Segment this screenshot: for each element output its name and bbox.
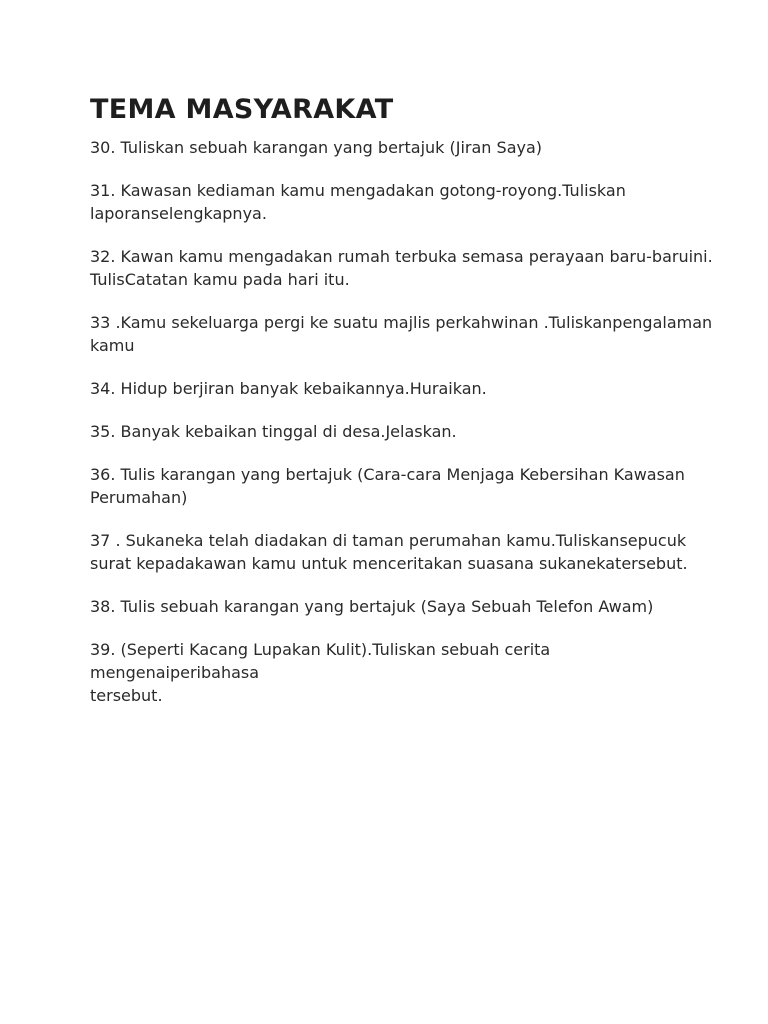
essay-question-36: 36. Tulis karangan yang bertajuk (Cara-cara Menjaga Kebersihan Kawasan Perumahan) bbox=[90, 465, 685, 507]
essay-question-33: 33 .Kamu sekeluarga pergi ke suatu majlis perkahwinan .Tuliskanpengalaman kamu bbox=[90, 313, 713, 355]
essay-question-31: 31. Kawasan kediaman kamu mengadakan gotong-royong.Tuliskan laporanselengkapnya. bbox=[90, 181, 626, 223]
essay-question-32: 32. Kawan kamu mengadakan rumah terbuka semasa perayaan baru-baruini. TulisCatatan kamu pada hari itu. bbox=[90, 247, 713, 289]
document-title: TEMA MASYARAKAT bbox=[90, 94, 394, 125]
essay-question-39: 39. (Seperti Kacang Lupakan Kulit).Tuliskan sebuah cerita mengenaiperibahasa tersebut. bbox=[90, 640, 551, 705]
essay-question-35: 35. Banyak kebaikan tinggal di desa.Jelaskan. bbox=[90, 422, 457, 441]
essay-question-34: 34. Hidup berjiran banyak kebaikannya.Huraikan. bbox=[90, 379, 487, 398]
essay-question-30: 30. Tuliskan sebuah karangan yang bertajuk (Jiran Saya) bbox=[90, 138, 543, 157]
document-body bbox=[90, 92, 720, 727]
essay-question-37: 37 . Sukaneka telah diadakan di taman perumahan kamu.Tuliskansepucuk surat kepadakawan kamu untuk menceritakan suasana sukanekatersebut. bbox=[90, 531, 688, 573]
essay-question-38: 38. Tulis sebuah karangan yang bertajuk (Saya Sebuah Telefon Awam) bbox=[90, 597, 654, 616]
